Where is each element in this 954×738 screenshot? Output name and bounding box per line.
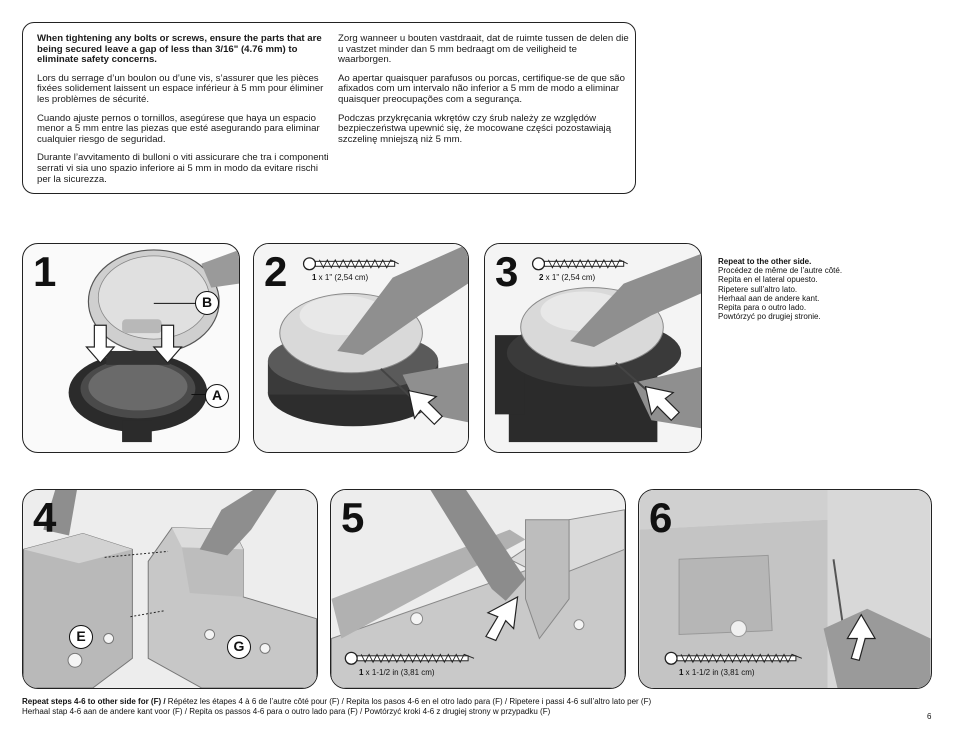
safety-notice [22, 22, 636, 194]
side-note-line: Powtórzyć po drugiej stronie. [718, 312, 821, 322]
screw-qty: 2 [539, 273, 544, 282]
screw-qty: 1 [679, 668, 684, 677]
screw-size: x 1-1/2 in (3,81 cm) [363, 668, 435, 677]
step-3-panel [484, 243, 702, 453]
screw-qty: 1 [312, 273, 317, 282]
footer-bold: Repeat steps 4-6 to other side for (F) / [22, 697, 166, 706]
page-number: 6 [927, 712, 932, 721]
side-note-line: Procédez de même de l’autre côté. [718, 266, 843, 276]
side-note-line: Ripetere sull’altro lato. [718, 284, 798, 294]
step-number: 6 [649, 494, 673, 541]
step-number: 5 [341, 494, 365, 541]
step-5-panel [330, 489, 626, 689]
footer-line-1-rest: Répétez les étapes 4 à 6 de l’autre côté pour (F) / Repita los pasos 4-6 en el otro lado para (F) / Ripetere i passi 4-6 sull’altro lato per (F) [165, 697, 652, 706]
notice-polish: Podczas przykręcania wkrętów czy śrub należy ze względów bezpieczeństwa upewnić się, że mocowane części pozostawiają szczelinę mniejszą niż 5 mm. [338, 112, 612, 145]
notice-left-column [37, 34, 333, 193]
step-6-panel [638, 489, 932, 689]
step-5-illustration [331, 490, 625, 688]
notice-italian: Durante l’avvitamento di bulloni o viti assicurare che tra i componenti serrati vi sia uno spazio inferiore ai 5 mm in modo da evitare rischi per la sicurezza. [37, 152, 329, 185]
step-2-panel [253, 243, 469, 453]
side-note-title: Repeat to the other side. [718, 257, 812, 266]
notice-dutch: Zorg wanneer u bouten vastdraait, dat de ruimte tussen de delen die u vastzet minder dan 5 mm bedraagt om de veiligheid te waarborgen. [338, 33, 629, 66]
side-note-line: Herhaal aan de andere kant. [718, 293, 820, 303]
screw-size: x 1" (2,54 cm) [543, 273, 596, 282]
callout-a: A [205, 384, 229, 408]
screw-size: x 1" (2,54 cm) [316, 273, 369, 282]
step-number: 2 [264, 248, 288, 295]
screw-label [539, 273, 595, 282]
notice-right-column [338, 34, 630, 153]
step-4-panel [22, 489, 318, 689]
notice-english: When tightening any bolts or screws, ensure the parts that are being secured leave a gap of less than 3/16" (4.76 mm) to eliminate safety concerns. [37, 33, 322, 66]
step-1-panel [22, 243, 240, 453]
footer-line-2: Herhaal stap 4-6 aan de andere kant voor (F) / Repita os passos 4-6 para o outro lado para (F) / Powtórzyć kroki 4-6 z drugiej strony w przypadku (F) [22, 706, 551, 716]
screw-qty: 1 [359, 668, 364, 677]
screw-size: x 1-1/2 in (3,81 cm) [683, 668, 755, 677]
side-note-line: Repita para o outro lado. [718, 303, 807, 313]
callout-b: B [195, 291, 219, 315]
callout-g: G [227, 635, 251, 659]
footer-line-1 [22, 697, 902, 707]
repeat-steps-footer [22, 697, 902, 716]
side-note-line: Repita en el lateral opuesto. [718, 275, 818, 285]
step-number: 1 [33, 248, 57, 295]
step-4-illustration [23, 490, 317, 688]
notice-french: Lors du serrage d’un boulon ou d’une vis, s’assurer que les pièces fixées solidement laissent un espace inférieur à 5 mm pour éliminer les problèmes de sécurité. [37, 72, 324, 105]
notice-portuguese: Ao apertar quaisquer parafusos ou porcas, certifique-se de que são afixados com um intervalo não inferior a 5 mm de modo a eliminar quaisquer preocupações com a segurança. [338, 72, 625, 105]
screw-label [359, 668, 435, 677]
step-number: 3 [495, 248, 519, 295]
repeat-side-note [718, 257, 918, 321]
step-6-illustration [639, 490, 931, 688]
screw-label [679, 668, 755, 677]
step-number: 4 [33, 494, 57, 541]
screw-label [312, 273, 368, 282]
notice-spanish: Cuando ajuste pernos o tornillos, asegúrese que haya un espacio menor a 5 mm entre las piezas que esté asegurando para eliminar cualquier riesgo de seguridad. [37, 112, 320, 145]
callout-e: E [69, 625, 93, 649]
